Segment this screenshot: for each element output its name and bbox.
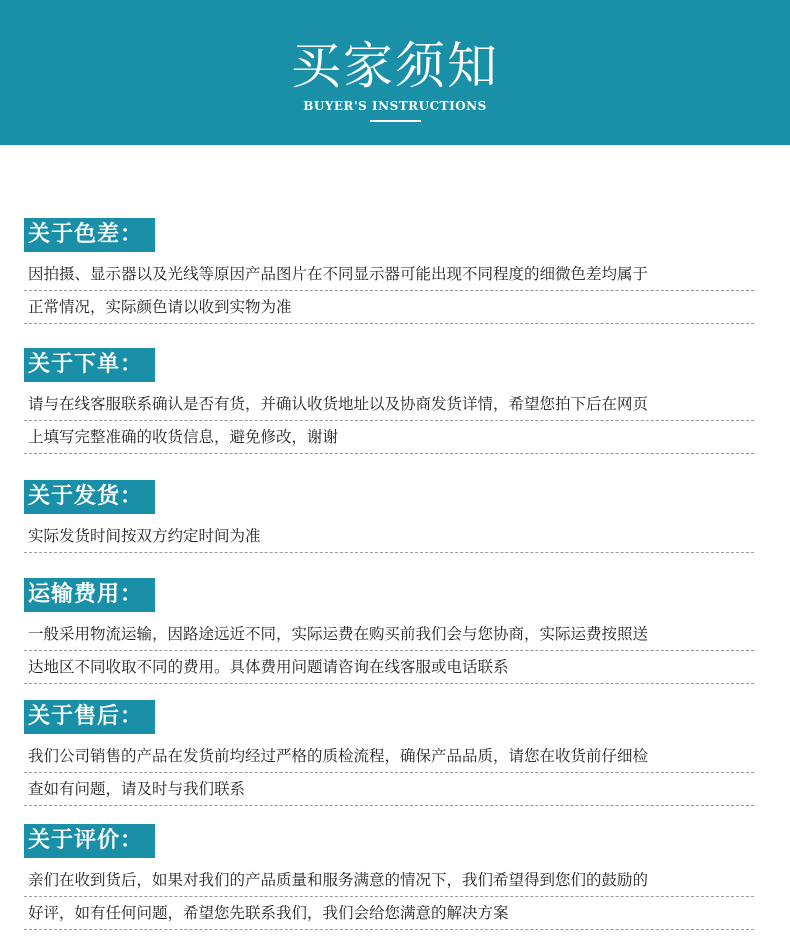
- section-text-line: 因拍摄、显示器以及光线等原因产品图片在不同显示器可能出现不同程度的细微色差均属于: [24, 258, 754, 291]
- section-text-line: 我们公司销售的产品在发货前均经过严格的质检流程，确保产品品质，请您在收货前仔细检: [24, 740, 754, 773]
- section-text-line: 亲们在收到货后，如果对我们的产品质量和服务满意的情况下，我们希望得到您们的鼓励的: [24, 864, 754, 897]
- section-title: 关于下单：: [24, 348, 155, 382]
- section-color-difference: [24, 218, 754, 324]
- section-title: 运输费用：: [24, 578, 155, 612]
- section-freight-cost: [24, 578, 754, 684]
- section-text-line: 查如有问题，请及时与我们联系: [24, 773, 754, 806]
- section-shipping: [24, 480, 754, 553]
- title-underline: [370, 120, 421, 122]
- section-text-line: 一般采用物流运输，因路途远近不同，实际运费在购买前我们会与您协商，实际运费按照送: [24, 618, 754, 651]
- section-title: 关于评价：: [24, 824, 155, 858]
- section-reviews: [24, 824, 754, 930]
- section-title: 关于色差：: [24, 218, 155, 252]
- section-text-line: 正常情况，实际颜色请以收到实物为准: [24, 291, 754, 324]
- section-text-line: 请与在线客服联系确认是否有货，并确认收货地址以及协商发货详情，希望您拍下后在网页: [24, 388, 754, 421]
- header-banner: [0, 0, 790, 145]
- page-title: 买家须知: [291, 37, 499, 95]
- section-text-line: 好评，如有任何问题，希望您先联系我们，我们会给您满意的解决方案: [24, 897, 754, 930]
- section-text-line: 达地区不同收取不同的费用。具体费用问题请咨询在线客服或电话联系: [24, 651, 754, 684]
- section-title: 关于发货：: [24, 480, 155, 514]
- section-after-sales: [24, 700, 754, 806]
- section-text-line: 上填写完整准确的收货信息，避免修改，谢谢: [24, 421, 754, 454]
- section-ordering: [24, 348, 754, 454]
- page-subtitle: BUYER'S INSTRUCTIONS: [303, 99, 487, 113]
- section-text-line: 实际发货时间按双方约定时间为准: [24, 520, 754, 553]
- section-title: 关于售后：: [24, 700, 155, 734]
